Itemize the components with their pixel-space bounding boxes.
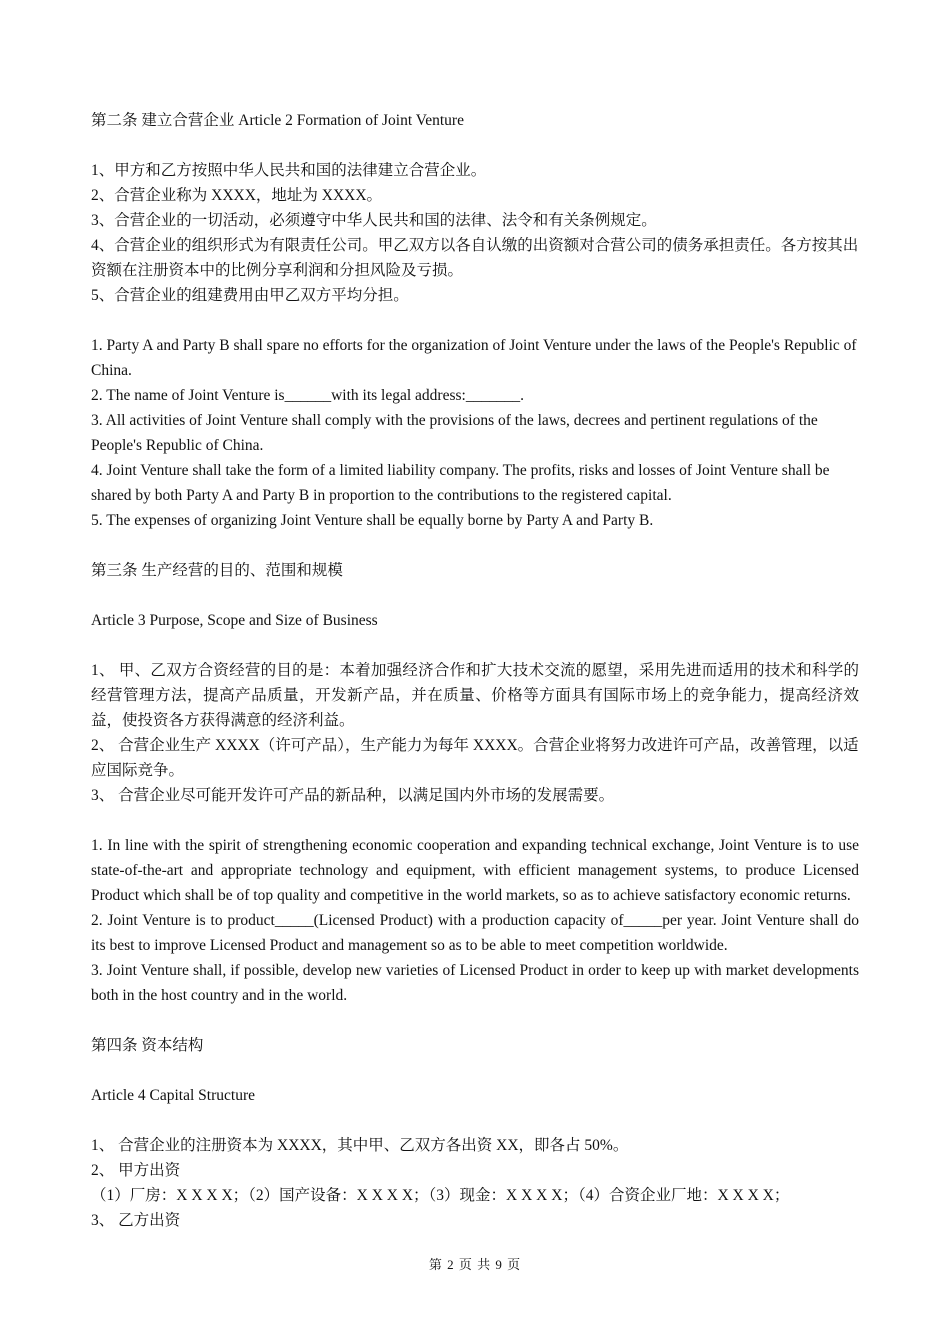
article-2-cn-item-2: 2、合营企业称为 XXXX，地址为 XXXX。 [91, 187, 383, 204]
article-4-heading-cn: 第四条 资本结构 [91, 1037, 204, 1054]
article-2-en-item-5: 5. The expenses of organizing Joint Venture shall be equally borne by Party A and Party B. [91, 512, 654, 529]
article-2-cn-item-3: 3、合营企业的一切活动，必须遵守中华人民共和国的法律、法令和有关条例规定。 [91, 212, 657, 229]
article-2-en-item-2: 2. The name of Joint Venture is______with its legal address:_______. [91, 387, 524, 404]
article-4-cn-item-1: 1、 合营企业的注册资本为 XXXX，其中甲、乙双方各出资 XX，即各占 50%。 [91, 1137, 629, 1154]
article-2-en-item-1: 1. Party A and Party B shall spare no efforts for the organization of Joint Venture under the laws of the People's Republic of China. [91, 337, 857, 379]
article-3-cn-item-3: 3、 合营企业尽可能开发许可产品的新品种，以满足国内外市场的发展需要。 [91, 787, 615, 804]
article-2-cn-item-4: 4、合营企业的组织形式为有限责任公司。甲乙双方以各自认缴的出资额对合营公司的债务承担责任。各方按其出资额在注册资本中的比例分享利润和分担风险及亏损。 [91, 237, 859, 279]
article-2-cn-item-1: 1、甲方和乙方按照中华人民共和国的法律建立合营企业。 [91, 162, 487, 179]
article-3-en-item-1: 1. In line with the spirit of strengthening economic cooperation and expanding technical exchange, Joint Venture is to use state-of-the-art and appropriate technology and equipment, with efficient management systems, to produce Licensed Product which shall be of top quality and competitive in the world markets, so as to achieve satisfactory economic returns. [91, 837, 859, 904]
document-body [91, 108, 859, 1233]
article-3-heading-cn: 第三条 生产经营的目的、范围和规模 [91, 562, 343, 579]
article-4-heading-en: Article 4 Capital Structure [91, 1087, 255, 1104]
article-3-cn-item-1: 1、 甲、乙双方合资经营的目的是：本着加强经济合作和扩大技术交流的愿望，采用先进而适用的技术和科学的经营管理方法，提高产品质量，开发新产品，并在质量、价格等方面具有国际市场上的竞争能力，提高经济效益，使投资各方获得满意的经济利益。 [91, 662, 859, 729]
article-4-cn-item-2: 2、 甲方出资 [91, 1162, 181, 1179]
article-2-cn-item-5: 5、合营企业的组建费用由甲乙双方平均分担。 [91, 287, 409, 304]
article-2-en-item-3: 3. All activities of Joint Venture shall comply with the provisions of the laws, decrees and pertinent regulations of the People's Republic of China. [91, 412, 818, 454]
article-3-heading-en: Article 3 Purpose, Scope and Size of Business [91, 612, 378, 629]
article-2-en-item-4: 4. Joint Venture shall take the form of a limited liability company. The profits, risks and losses of Joint Venture shall be shared by both Party A and Party B in proportion to the contributions to the registered capital. [91, 462, 830, 504]
article-2-heading: 第二条 建立合营企业 Article 2 Formation of Joint Venture [91, 112, 464, 129]
article-3-en-item-3: 3. Joint Venture shall, if possible, develop new varieties of Licensed Product in order to keep up with market developments both in the host country and in the world. [91, 962, 859, 1004]
page-number-footer: 第 2 页 共 9 页 [428, 1257, 522, 1272]
article-4-cn-item-3: 3、 乙方出资 [91, 1212, 181, 1229]
article-3-cn-item-2: 2、 合营企业生产 XXXX（许可产品），生产能力为每年 XXXX。合营企业将努力改进许可产品，改善管理，以适应国际竞争。 [91, 737, 859, 779]
article-3-en-item-2: 2. Joint Venture is to product_____(Licensed Product) with a production capacity of_____per year. Joint Venture shall do its best to improve Licensed Product and management so as to be able to meet competition worldwide. [91, 912, 859, 954]
article-4-cn-item-2-detail: （1）厂房：X X X X；（2）国产设备：X X X X；（3）现金：X X X X；（4）合资企业厂地：X X X X； [91, 1187, 790, 1204]
